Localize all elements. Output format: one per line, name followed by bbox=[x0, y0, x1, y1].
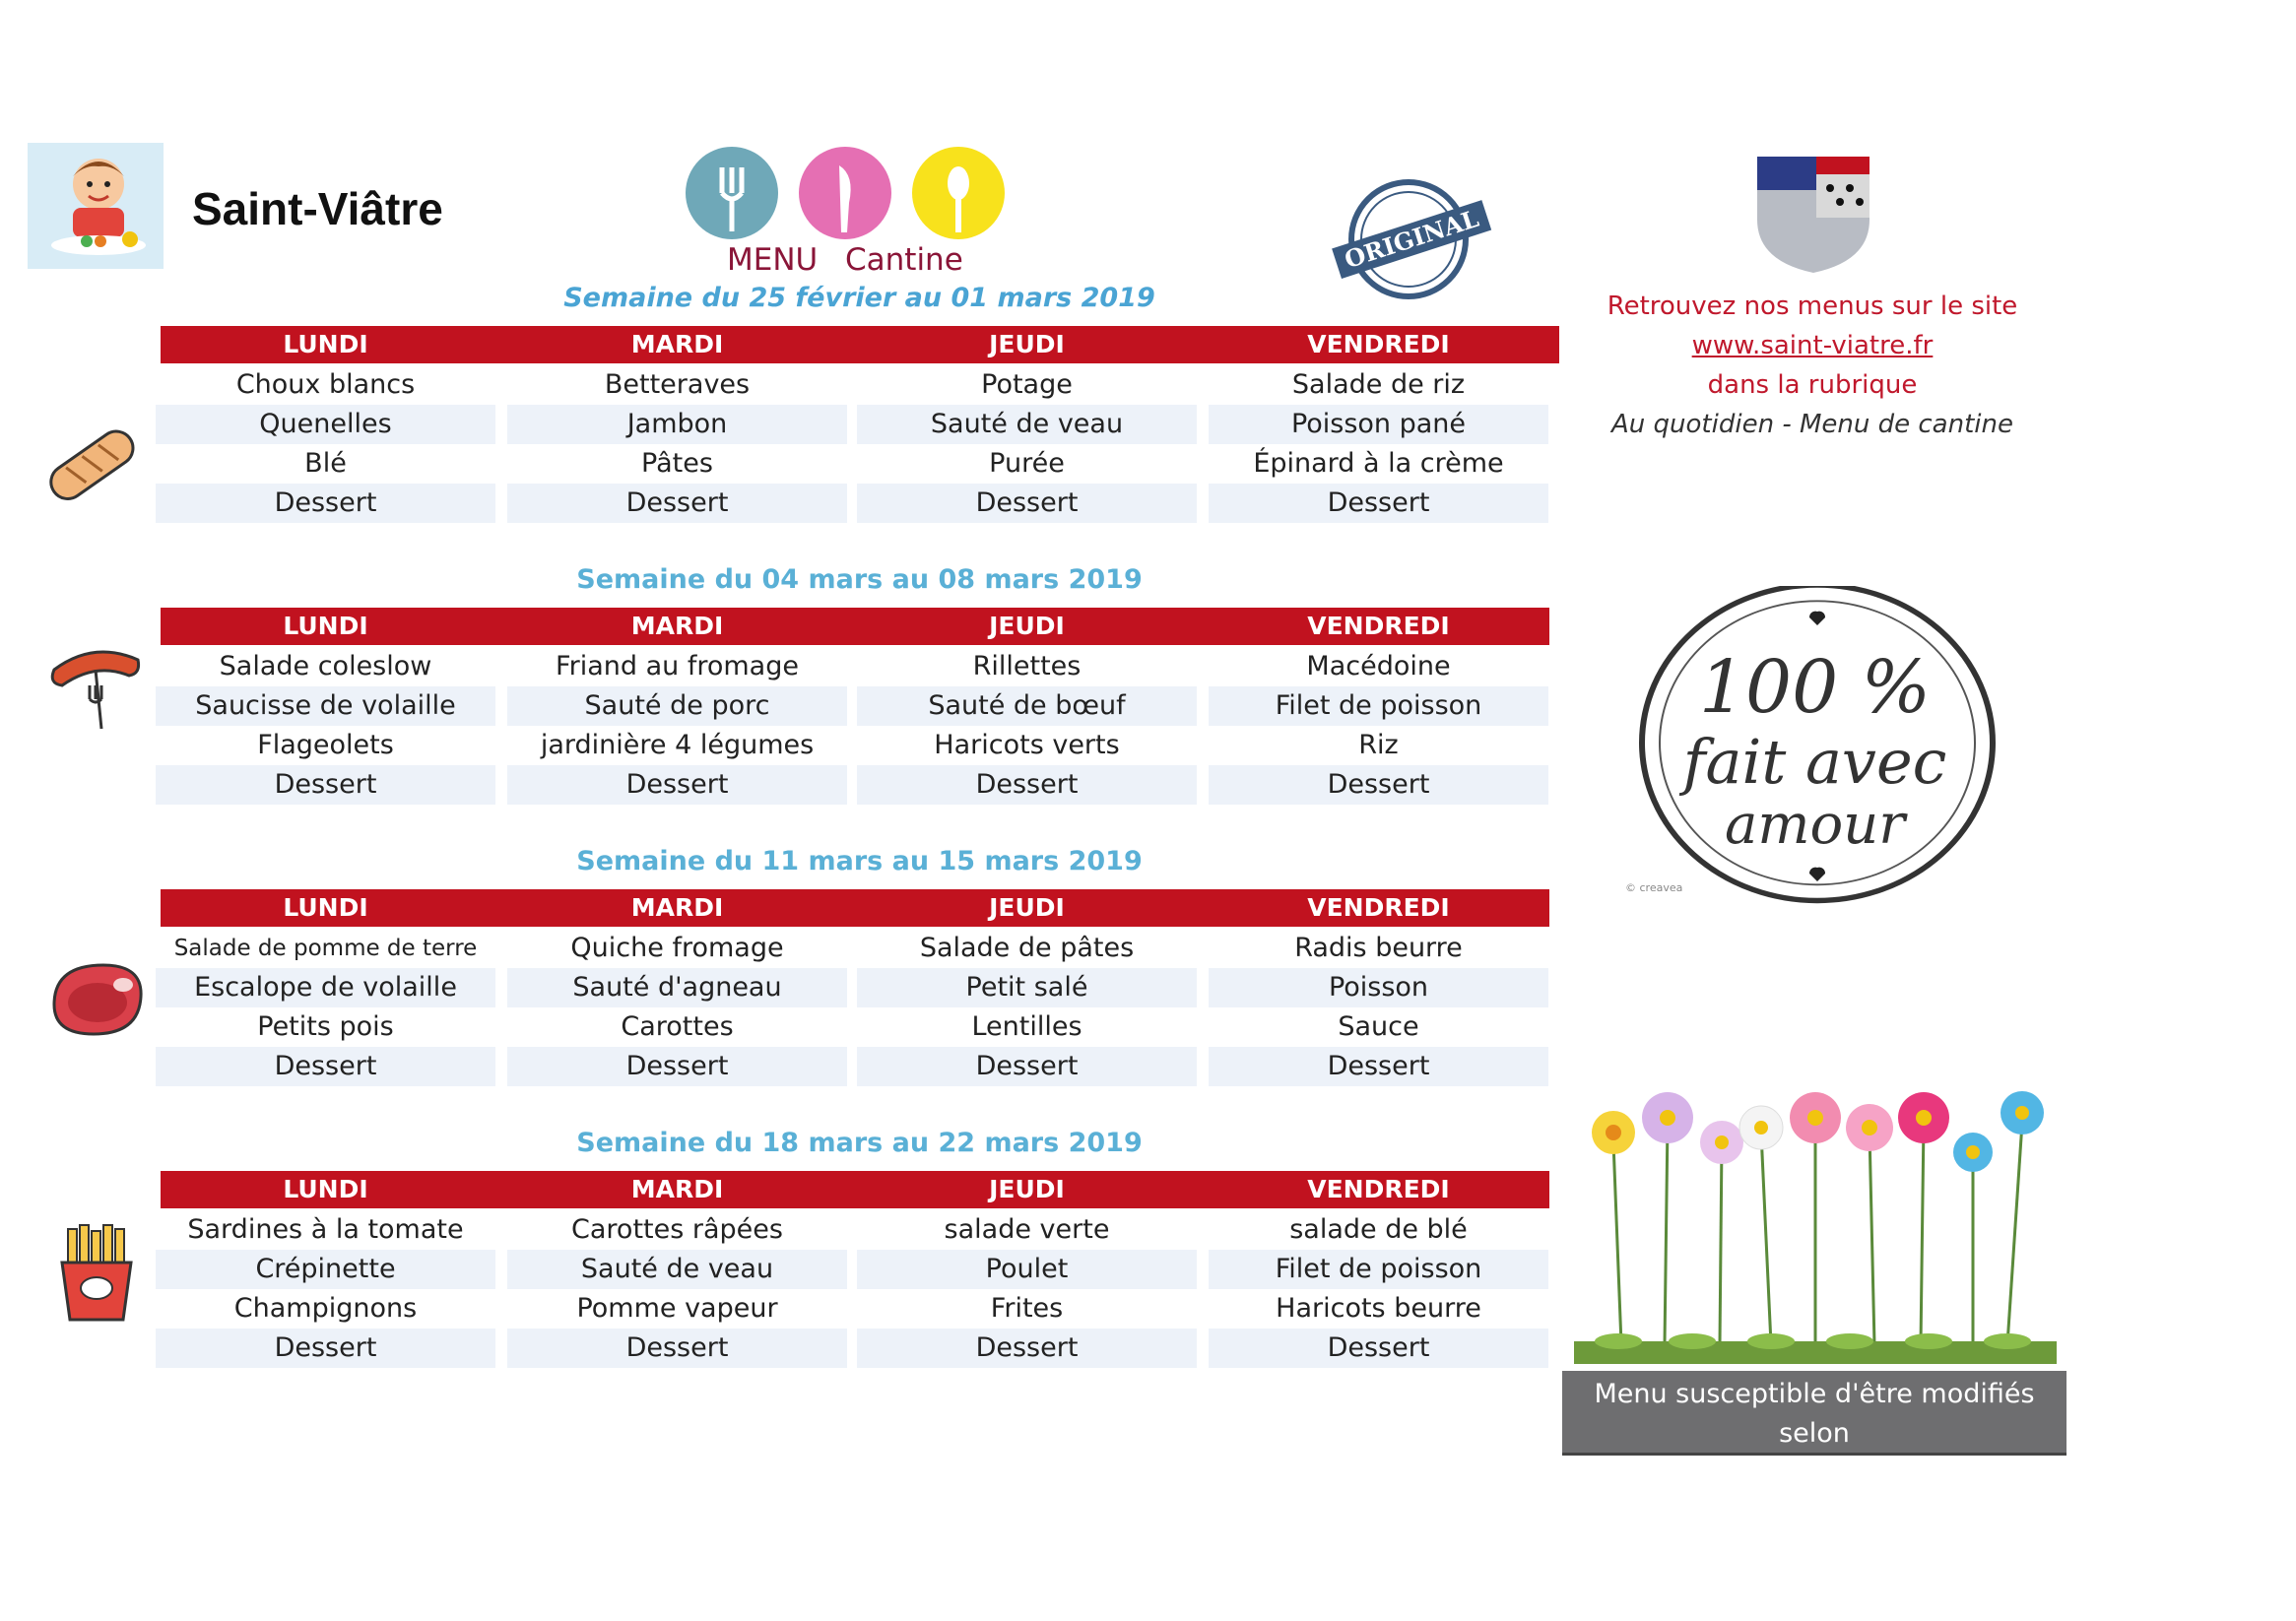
menu-item: salade de blé bbox=[1289, 1214, 1468, 1245]
town-name: Saint-Viâtre bbox=[192, 183, 443, 234]
menu-item: Salade de pâtes bbox=[919, 933, 1135, 963]
day-label-jeudi: JEUDI bbox=[989, 612, 1065, 640]
info-line-4: Au quotidien - Menu de cantine bbox=[1611, 410, 2013, 439]
menu-label: MENU bbox=[727, 242, 819, 278]
menu-item: Salade coleslow bbox=[219, 651, 432, 681]
menu-item: Sauté de bœuf bbox=[857, 686, 1197, 726]
day-label-mardi: MARDI bbox=[630, 1175, 724, 1203]
menu-item: Sauté de veau bbox=[857, 405, 1197, 444]
menu-item: Betteraves bbox=[604, 369, 751, 400]
day-label-vendredi: VENDREDI bbox=[1307, 893, 1450, 922]
menu-item: Haricots beurre bbox=[1276, 1293, 1481, 1324]
menu-item: Champignons bbox=[233, 1293, 418, 1324]
menu-item: Haricots verts bbox=[934, 730, 1120, 760]
heart-icon bbox=[1809, 612, 1825, 625]
menu-item: Potage bbox=[981, 369, 1073, 400]
day-label-jeudi: JEUDI bbox=[989, 893, 1065, 922]
menu-item: Dessert bbox=[507, 484, 847, 523]
creavea-brand: © creavea bbox=[1625, 881, 1683, 894]
sausage-fork-icon bbox=[44, 630, 148, 734]
menu-item: Dessert bbox=[857, 1047, 1197, 1086]
menu-item: Poulet bbox=[857, 1250, 1197, 1289]
menu-item: Purée bbox=[989, 448, 1065, 479]
menu-item: Filet de poisson bbox=[1209, 1250, 1548, 1289]
menu-item: Dessert bbox=[1209, 765, 1548, 805]
town-crest-icon bbox=[1751, 151, 1875, 277]
menu-item: Escalope de volaille bbox=[156, 968, 495, 1007]
menu-item: Flageolets bbox=[257, 730, 394, 760]
menu-item: Macédoine bbox=[1306, 651, 1451, 681]
day-label-vendredi: VENDREDI bbox=[1307, 612, 1450, 640]
love-line-3: amour bbox=[1724, 793, 1906, 857]
heart-icon bbox=[1809, 868, 1825, 881]
menu-item: Radis beurre bbox=[1294, 933, 1463, 963]
stamp-word: ORIGINAL bbox=[1341, 203, 1482, 275]
notice-line-2: arrivage des produits bbox=[1673, 1458, 1956, 1488]
fries-icon bbox=[44, 1221, 148, 1325]
menu-item: Salade de pomme de terre bbox=[173, 936, 478, 961]
menu-item: Pomme vapeur bbox=[576, 1293, 778, 1324]
menu-item: Friand au fromage bbox=[556, 651, 799, 681]
notice-line-1: Menu susceptible d'être modifiés selon bbox=[1594, 1379, 2035, 1449]
menu-item: Quenelles bbox=[156, 405, 495, 444]
info-line-3: dans la rubrique bbox=[1707, 370, 1918, 400]
fait-avec-amour-stamp bbox=[1630, 586, 2000, 911]
day-label-lundi: LUNDI bbox=[283, 1175, 368, 1203]
menu-item: Lentilles bbox=[971, 1011, 1082, 1042]
menu-item: Choux blancs bbox=[235, 369, 416, 400]
menu-item: Riz bbox=[1358, 730, 1399, 760]
cantine-label: Cantine bbox=[845, 242, 963, 278]
day-label-vendredi: VENDREDI bbox=[1307, 330, 1450, 358]
menu-item: Sauté d'agneau bbox=[507, 968, 847, 1007]
menu-item: Poisson pané bbox=[1209, 405, 1548, 444]
bread-icon bbox=[39, 414, 143, 517]
week-title: Semaine du 11 mars au 15 mars 2019 bbox=[576, 846, 1143, 876]
menu-item: Pâtes bbox=[641, 448, 713, 479]
menu-item: Dessert bbox=[156, 484, 495, 523]
week-title: Semaine du 18 mars au 22 mars 2019 bbox=[576, 1128, 1143, 1158]
menu-item: Dessert bbox=[507, 1047, 847, 1086]
info-line-1: Retrouvez nos menus sur le site bbox=[1607, 292, 2018, 321]
menu-item: Dessert bbox=[156, 1329, 495, 1368]
week-title: Semaine du 04 mars au 08 mars 2019 bbox=[576, 564, 1143, 595]
menu-item: Sardines à la tomate bbox=[187, 1214, 464, 1245]
menu-item: Salade de riz bbox=[1291, 369, 1466, 400]
menu-item: Dessert bbox=[156, 765, 495, 805]
menu-item: salade verte bbox=[944, 1214, 1110, 1245]
love-line-2: fait avec bbox=[1682, 726, 1947, 798]
menu-item: Dessert bbox=[857, 484, 1197, 523]
menu-item: Poisson bbox=[1209, 968, 1548, 1007]
kid-eating-logo bbox=[28, 143, 164, 269]
menu-cantine-logo bbox=[680, 146, 1015, 284]
menu-item: Crépinette bbox=[156, 1250, 495, 1289]
menu-item: Saucisse de volaille bbox=[156, 686, 495, 726]
menu-item: Dessert bbox=[156, 1047, 495, 1086]
day-label-vendredi: VENDREDI bbox=[1307, 1175, 1450, 1203]
notice-box bbox=[1562, 1371, 2066, 1488]
day-label-jeudi: JEUDI bbox=[989, 1175, 1065, 1203]
week-title: Semaine du 25 février au 01 mars 2019 bbox=[563, 283, 1155, 313]
day-label-lundi: LUNDI bbox=[283, 330, 368, 358]
menu-item: Dessert bbox=[1209, 1329, 1548, 1368]
menu-item: Blé bbox=[304, 448, 347, 479]
menu-item: Filet de poisson bbox=[1209, 686, 1548, 726]
menu-item: Épinard à la crème bbox=[1253, 448, 1504, 479]
menu-item: Rillettes bbox=[972, 651, 1082, 681]
menu-item: jardinière 4 légumes bbox=[540, 730, 815, 760]
menu-item: Jambon bbox=[507, 405, 847, 444]
menu-item: Frites bbox=[990, 1293, 1064, 1324]
menu-item: Petit salé bbox=[857, 968, 1197, 1007]
menu-item: Sauté de porc bbox=[507, 686, 847, 726]
day-label-lundi: LUNDI bbox=[283, 893, 368, 922]
menu-item: Dessert bbox=[1209, 1047, 1548, 1086]
menu-item: Dessert bbox=[1209, 484, 1548, 523]
menu-item: Sauce bbox=[1338, 1011, 1419, 1042]
website-link[interactable]: www.saint-viatre.fr bbox=[1691, 331, 1934, 360]
day-label-lundi: LUNDI bbox=[283, 612, 368, 640]
love-line-1: 100 % bbox=[1698, 645, 1932, 730]
flowers-illustration bbox=[1574, 1083, 2057, 1364]
menu-item: Sauté de veau bbox=[507, 1250, 847, 1289]
menu-item: Dessert bbox=[507, 765, 847, 805]
menu-item: Petits pois bbox=[257, 1011, 394, 1042]
day-label-mardi: MARDI bbox=[630, 612, 724, 640]
steak-icon bbox=[44, 945, 148, 1049]
day-label-mardi: MARDI bbox=[630, 330, 724, 358]
menu-item: Quiche fromage bbox=[570, 933, 784, 963]
day-label-mardi: MARDI bbox=[630, 893, 724, 922]
menu-item: Dessert bbox=[857, 765, 1197, 805]
menu-item: Dessert bbox=[857, 1329, 1197, 1368]
menu-item: Carottes bbox=[621, 1011, 734, 1042]
menu-item: Dessert bbox=[507, 1329, 847, 1368]
menu-item: Carottes râpées bbox=[571, 1214, 783, 1245]
day-label-jeudi: JEUDI bbox=[989, 330, 1065, 358]
